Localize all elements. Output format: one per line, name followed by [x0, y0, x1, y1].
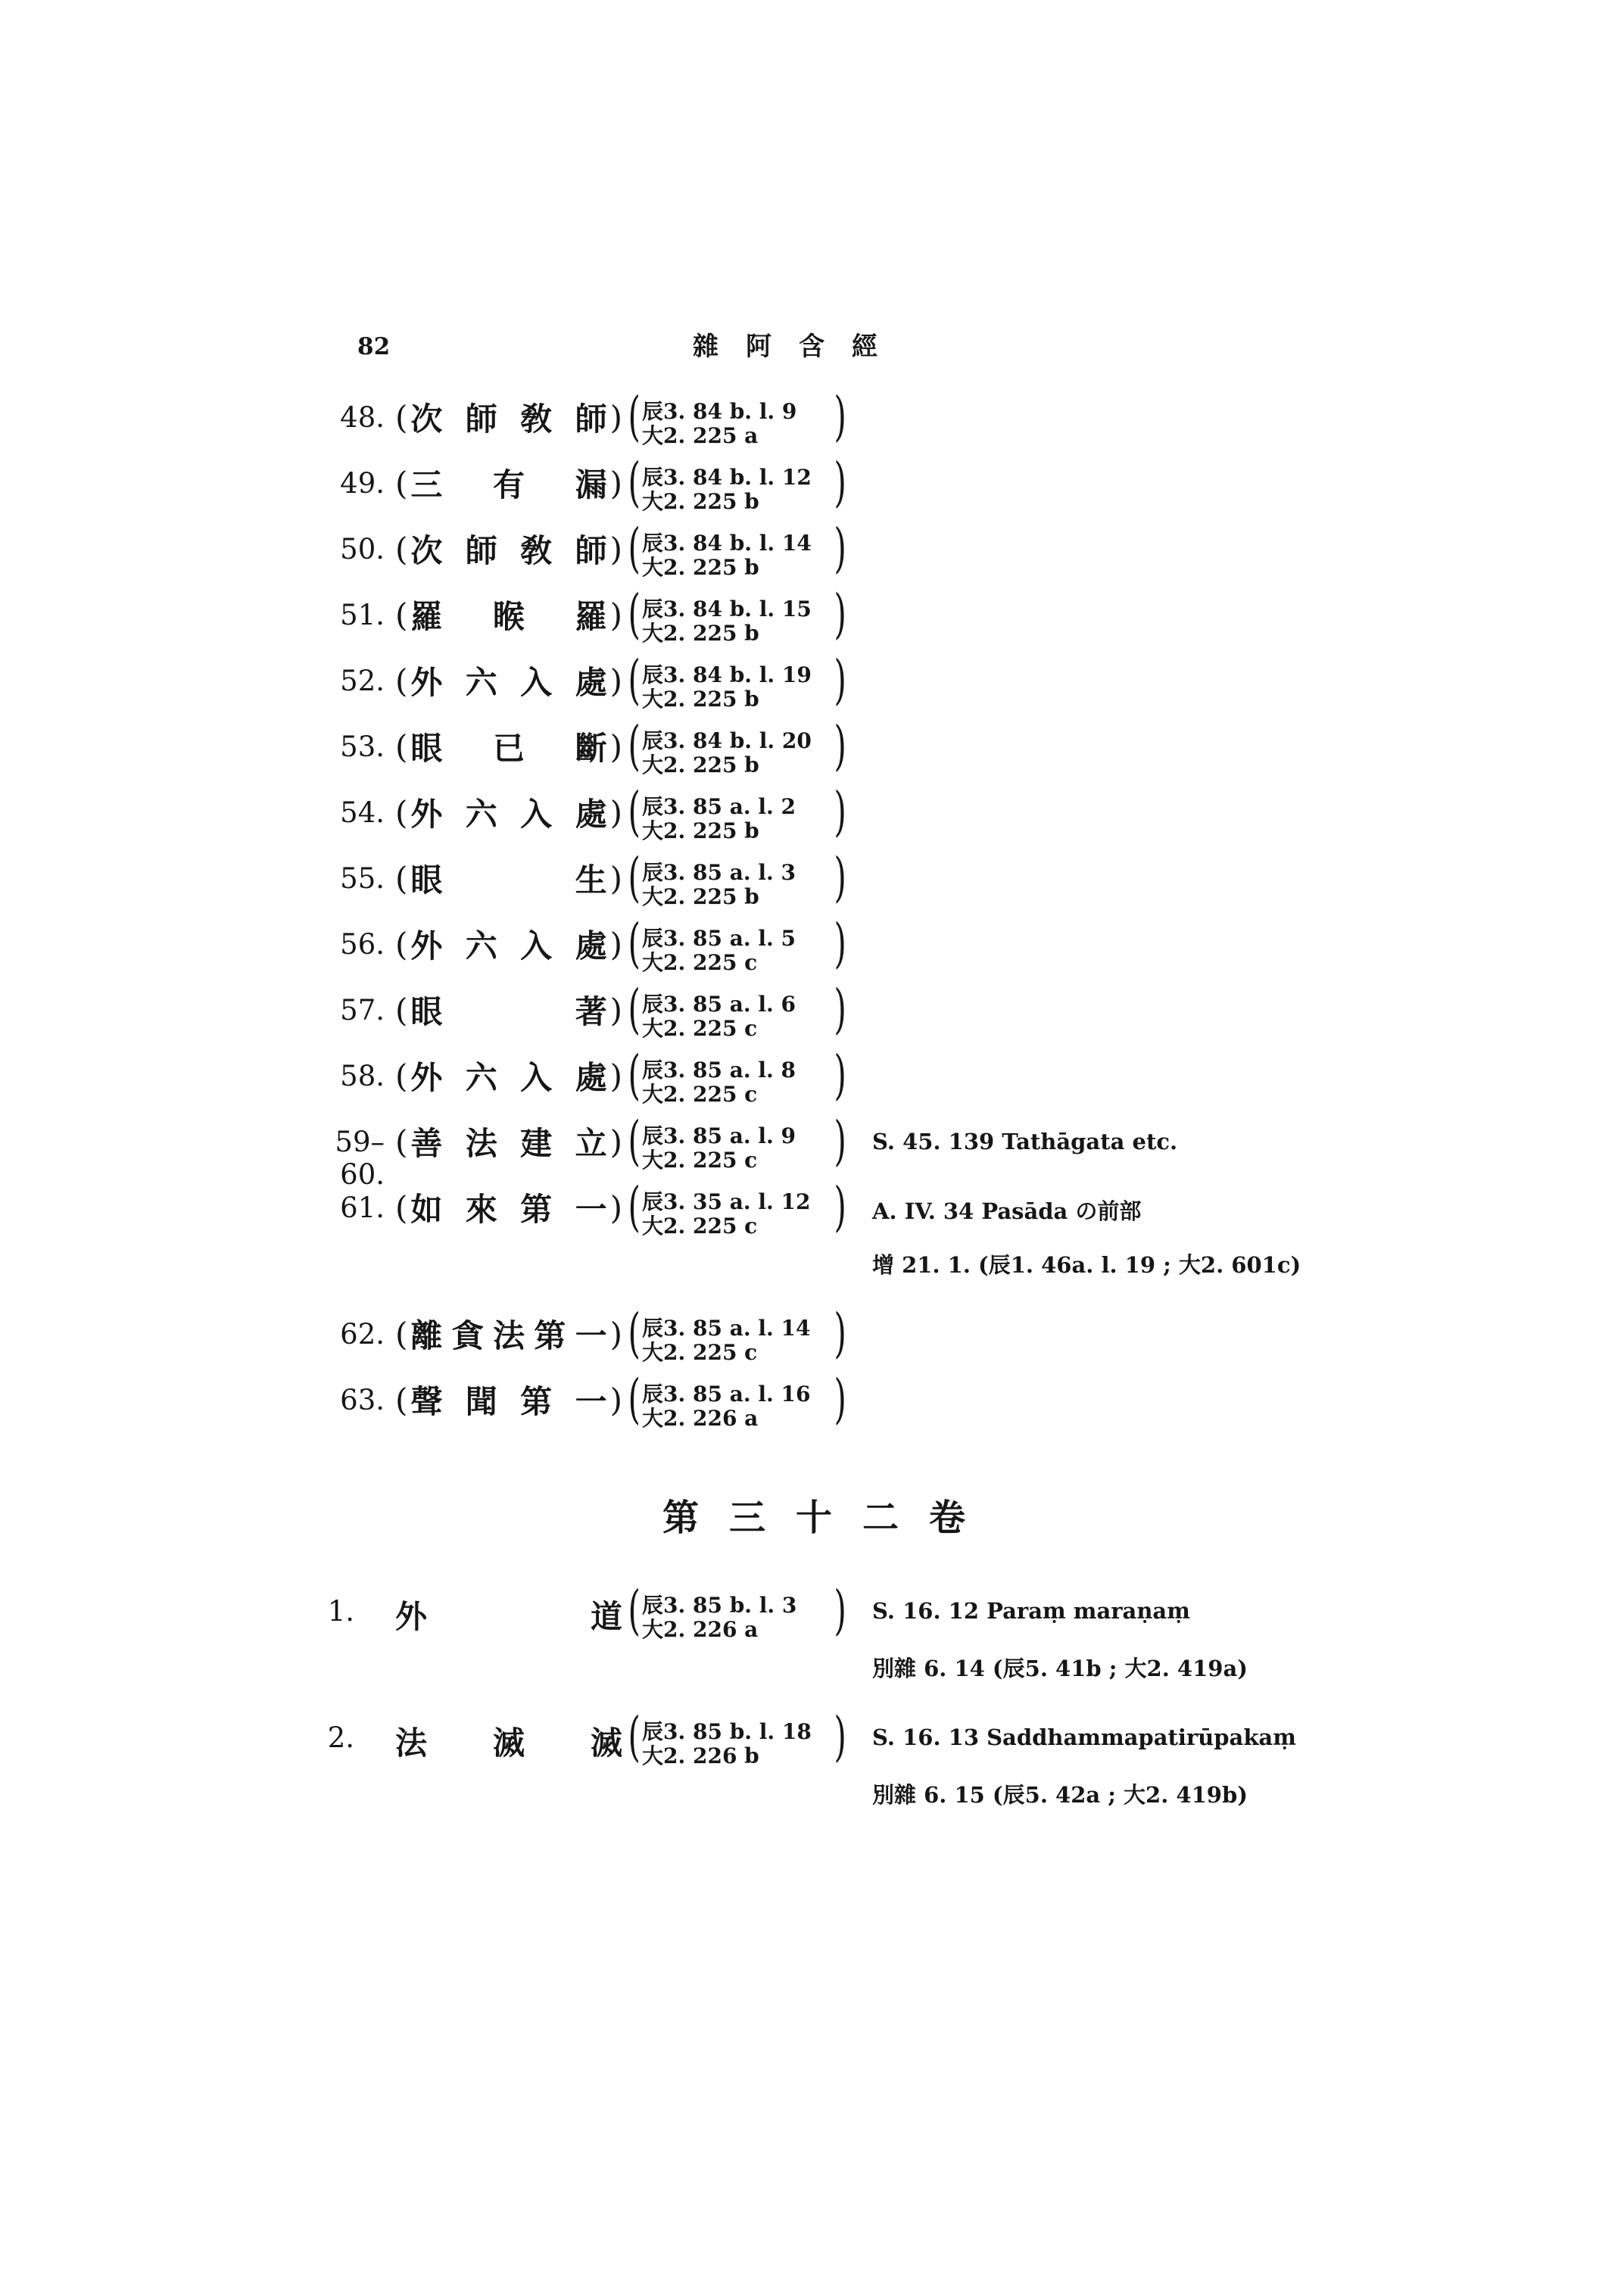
close-paren: ) — [609, 1381, 622, 1419]
reference-korean: 辰3. 84 b. l. 20 — [642, 728, 812, 753]
sutra-title-text — [407, 987, 609, 1033]
entry-list — [303, 385, 1325, 1433]
sutra-title-text — [407, 592, 609, 637]
reference-taisho: 大2. 225 b — [642, 621, 759, 646]
reference-korean: 辰3. 35 a. l. 12 — [642, 1189, 811, 1214]
entry-row — [303, 648, 1325, 714]
entry-number: 50. — [340, 533, 385, 565]
entry-number: 56. — [340, 928, 385, 961]
pali-parallel: S. 16. 12 Paraṃ maraṇaṃ — [872, 1598, 1190, 1624]
title-char: 外 — [395, 1598, 428, 1635]
reference-taisho: 大2. 225 b — [642, 884, 759, 909]
reference-korean: 辰3. 85 a. l. 2 — [642, 794, 796, 819]
title-char: 第 — [520, 1383, 553, 1420]
section-heading: 第三十二卷 — [662, 1497, 996, 1539]
sutra-title — [395, 991, 622, 1029]
sutra-title — [395, 1718, 622, 1764]
entry-row — [303, 1578, 1325, 1644]
sutra-title — [395, 464, 622, 502]
right-brace: ) — [834, 715, 846, 777]
reference-korean: 辰3. 85 a. l. 14 — [642, 1316, 811, 1341]
sutra-title — [395, 793, 622, 831]
sutra-title — [395, 596, 622, 634]
left-brace: ( — [628, 846, 641, 908]
sutra-title — [395, 859, 622, 897]
left-brace: ( — [628, 1706, 641, 1768]
title-char: 眼 — [410, 730, 443, 767]
title-char: 善 — [410, 1125, 443, 1162]
title-char: 道 — [590, 1598, 622, 1635]
right-brace: ) — [834, 451, 846, 513]
close-paren: ) — [609, 991, 622, 1029]
title-char: 滅 — [590, 1724, 622, 1762]
entry-row — [303, 780, 1325, 846]
entry-continuation — [303, 1644, 1325, 1705]
entry-number: 52. — [340, 665, 385, 697]
left-brace: ( — [628, 1368, 641, 1430]
reference-group — [628, 583, 848, 646]
entry-row — [303, 977, 1325, 1043]
reference-group — [628, 846, 848, 909]
sutra-title-text — [407, 1053, 609, 1098]
sutra-title — [395, 398, 622, 436]
left-brace: ( — [628, 385, 641, 447]
left-brace: ( — [628, 780, 641, 843]
left-brace: ( — [628, 1302, 641, 1364]
reference-group — [628, 715, 848, 777]
reference-taisho: 大2. 225 b — [642, 752, 759, 777]
pali-parallel: A. IV. 34 Pasāda の前部 — [872, 1198, 1142, 1224]
title-char: 六 — [465, 796, 497, 833]
reference-korean: 辰3. 85 a. l. 8 — [642, 1058, 796, 1083]
title-char: 離 — [410, 1317, 443, 1354]
reference-taisho: 大2. 225 b — [642, 818, 759, 843]
reference-group — [628, 1176, 848, 1238]
reference-taisho: 大2. 225 c — [642, 1340, 758, 1365]
entry-row — [303, 1043, 1325, 1109]
entry-row — [303, 450, 1325, 516]
open-paren: ( — [395, 727, 408, 765]
title-char: 處 — [575, 796, 607, 833]
title-char: 外 — [410, 664, 443, 701]
reference-korean: 辰3. 84 b. l. 15 — [642, 597, 812, 622]
close-paren: ) — [609, 925, 622, 963]
reference-taisho: 大2. 225 b — [642, 687, 759, 712]
title-char: 立 — [575, 1125, 607, 1162]
entry-number: 61. — [340, 1192, 385, 1224]
close-paren: ) — [609, 859, 622, 897]
title-char: 羅 — [575, 598, 607, 635]
entry-number: 49. — [340, 467, 385, 500]
sutra-title — [395, 1592, 622, 1637]
reference-korean: 辰3. 84 b. l. 19 — [642, 662, 812, 687]
open-paren: ( — [395, 1315, 408, 1353]
title-char: 處 — [575, 927, 607, 964]
open-paren: ( — [395, 662, 408, 699]
sutra-title-text — [407, 460, 609, 506]
title-char: 生 — [575, 861, 607, 899]
entry-row — [303, 1175, 1325, 1241]
title-char: 滅 — [492, 1724, 525, 1762]
title-char: 師 — [465, 532, 497, 569]
sutra-title-text — [407, 394, 609, 440]
title-char: 六 — [465, 1059, 497, 1096]
title-char: 師 — [575, 532, 607, 569]
entry-number: 59–60. — [335, 1126, 385, 1191]
open-paren: ( — [395, 925, 408, 963]
right-brace: ) — [834, 649, 846, 711]
close-paren: ) — [609, 1189, 622, 1226]
title-char: 師 — [465, 400, 497, 438]
sutra-title — [395, 530, 622, 568]
title-char: 一 — [575, 1383, 607, 1420]
reference-korean: 辰3. 85 a. l. 9 — [642, 1123, 796, 1148]
left-brace: ( — [628, 451, 641, 513]
entry-continuation — [303, 1771, 1325, 1831]
sutra-title-text — [407, 724, 609, 769]
title-char: 貪 — [451, 1317, 484, 1354]
open-paren: ( — [395, 530, 408, 568]
reference-group — [628, 451, 848, 514]
chinese-parallel: 別雜 6. 15 (辰5. 42a ; 大2. 419b) — [872, 1782, 1248, 1808]
chinese-parallel: 別雜 6. 14 (辰5. 41b ; 大2. 419a) — [872, 1656, 1248, 1681]
title-char: 斷 — [575, 730, 607, 767]
entry-row — [303, 582, 1325, 648]
reference-taisho: 大2. 226 a — [642, 1617, 759, 1642]
reference-group — [628, 385, 848, 448]
title-char: 睺 — [492, 598, 525, 635]
entry-row — [303, 1109, 1325, 1191]
close-paren: ) — [609, 662, 622, 699]
open-paren: ( — [395, 991, 408, 1029]
entry-number: 53. — [340, 731, 385, 763]
title-char: 法 — [492, 1317, 525, 1354]
left-brace: ( — [628, 649, 641, 711]
title-char: 一 — [575, 1191, 607, 1228]
open-paren: ( — [395, 859, 408, 897]
entry-number: 2. — [327, 1721, 354, 1754]
close-paren: ) — [609, 530, 622, 568]
reference-group — [628, 1044, 848, 1107]
reference-taisho: 大2. 226 a — [642, 1406, 759, 1431]
title-char: 如 — [410, 1191, 443, 1228]
title-char: 眼 — [410, 993, 443, 1030]
title-char: 第 — [534, 1317, 566, 1354]
left-brace: ( — [628, 978, 641, 1040]
entry-row — [303, 911, 1325, 977]
entry-row — [303, 846, 1325, 911]
reference-group — [628, 517, 848, 580]
reference-group — [628, 649, 848, 712]
reference-group — [628, 912, 848, 975]
entry-row — [303, 1301, 1325, 1367]
left-brace: ( — [628, 1044, 641, 1106]
pali-parallel: S. 45. 139 Tathāgata etc. — [872, 1129, 1178, 1154]
sutra-title-text — [407, 1185, 609, 1230]
title-char: 六 — [465, 927, 497, 964]
sutra-title — [395, 1381, 622, 1419]
title-char: 入 — [520, 796, 553, 833]
reference-taisho: 大2. 225 c — [642, 1082, 758, 1107]
title-char: 著 — [575, 993, 607, 1030]
left-brace: ( — [628, 715, 641, 777]
title-char: 有 — [492, 466, 525, 503]
entry-number: 51. — [340, 599, 385, 631]
right-brace: ) — [834, 780, 846, 843]
sutra-title-text — [407, 790, 609, 835]
right-brace: ) — [834, 1706, 846, 1768]
title-char: 一 — [575, 1317, 607, 1354]
sutra-title — [395, 1123, 622, 1161]
entry-list-section2 — [303, 1578, 1325, 1831]
right-brace: ) — [834, 385, 846, 447]
reference-taisho: 大2. 225 a — [642, 423, 759, 448]
close-paren: ) — [609, 596, 622, 634]
entry-number: 54. — [340, 796, 385, 829]
entry-row — [303, 516, 1325, 582]
reference-taisho: 大2. 225 b — [642, 555, 759, 580]
sutra-title-text — [407, 658, 609, 703]
title-char: 聞 — [465, 1383, 497, 1420]
title-char: 法 — [395, 1724, 428, 1762]
right-brace: ) — [834, 1044, 846, 1106]
close-paren: ) — [609, 1315, 622, 1353]
reference-taisho: 大2. 225 c — [642, 950, 758, 975]
title-char: 處 — [575, 664, 607, 701]
entry-number: 55. — [340, 862, 385, 895]
reference-group — [628, 1579, 848, 1642]
open-paren: ( — [395, 464, 408, 502]
reference-korean: 辰3. 84 b. l. 9 — [642, 399, 797, 424]
left-brace: ( — [628, 517, 641, 579]
title-char: 外 — [410, 1059, 443, 1096]
page-number: 82 — [357, 333, 391, 360]
sutra-title-text — [407, 1119, 609, 1164]
entry-row — [303, 1367, 1325, 1433]
right-brace: ) — [834, 583, 846, 645]
right-brace: ) — [834, 1176, 846, 1238]
right-brace: ) — [834, 978, 846, 1040]
sutra-title-text — [407, 921, 609, 967]
reference-taisho: 大2. 225 c — [642, 1213, 758, 1238]
reference-group — [628, 1368, 848, 1431]
entry-row — [303, 714, 1325, 780]
open-paren: ( — [395, 1381, 408, 1419]
open-paren: ( — [395, 398, 408, 436]
reference-korean: 辰3. 84 b. l. 12 — [642, 465, 812, 490]
title-char: 已 — [492, 730, 525, 767]
sutra-title — [395, 727, 622, 765]
title-char: 敎 — [520, 400, 553, 438]
title-char: 六 — [465, 664, 497, 701]
title-char: 第 — [520, 1191, 553, 1228]
close-paren: ) — [609, 398, 622, 436]
reference-korean: 辰3. 85 a. l. 3 — [642, 860, 796, 885]
left-brace: ( — [628, 1579, 641, 1641]
reference-taisho: 大2. 226 b — [642, 1743, 759, 1768]
right-brace: ) — [834, 1302, 846, 1364]
sutra-title — [395, 1189, 622, 1226]
left-brace: ( — [628, 583, 641, 645]
title-char: 師 — [575, 400, 607, 438]
entry-number: 1. — [327, 1595, 354, 1628]
title-char: 敎 — [520, 532, 553, 569]
reference-korean: 辰3. 85 b. l. 18 — [642, 1719, 812, 1744]
reference-taisho: 大2. 225 c — [642, 1016, 758, 1041]
right-brace: ) — [834, 1110, 846, 1172]
left-brace: ( — [628, 1110, 641, 1172]
open-paren: ( — [395, 1123, 408, 1161]
reference-group — [628, 1706, 848, 1768]
title-char: 次 — [410, 532, 443, 569]
title-char: 外 — [410, 796, 443, 833]
right-brace: ) — [834, 517, 846, 579]
close-paren: ) — [609, 1057, 622, 1095]
reference-taisho: 大2. 225 b — [642, 489, 759, 514]
entry-number: 48. — [340, 401, 385, 434]
sutra-title — [395, 662, 622, 699]
title-char: 入 — [520, 1059, 553, 1096]
sutra-title — [395, 1057, 622, 1095]
close-paren: ) — [609, 727, 622, 765]
reference-group — [628, 780, 848, 843]
close-paren: ) — [609, 1123, 622, 1161]
entry-row — [303, 385, 1325, 450]
title-char: 來 — [465, 1191, 497, 1228]
reference-korean: 辰3. 85 a. l. 6 — [642, 992, 796, 1017]
entry-number: 63. — [340, 1384, 385, 1416]
reference-korean: 辰3. 85 a. l. 16 — [642, 1382, 811, 1407]
title-char: 眼 — [410, 861, 443, 899]
pali-parallel: S. 16. 13 Saddhammapatirūpakaṃ — [872, 1724, 1296, 1750]
reference-korean: 辰3. 85 a. l. 5 — [642, 926, 796, 951]
right-brace: ) — [834, 912, 846, 974]
reference-group — [628, 1302, 848, 1365]
reference-taisho: 大2. 225 c — [642, 1148, 758, 1173]
entry-number: 58. — [340, 1060, 385, 1092]
right-brace: ) — [834, 1579, 846, 1641]
entry-number: 57. — [340, 994, 385, 1027]
left-brace: ( — [628, 912, 641, 974]
title-char: 外 — [410, 927, 443, 964]
sutra-title — [395, 1315, 622, 1353]
close-paren: ) — [609, 793, 622, 831]
sutra-title-text — [407, 855, 609, 901]
open-paren: ( — [395, 1057, 408, 1095]
title-char: 法 — [465, 1125, 497, 1162]
left-brace: ( — [628, 1176, 641, 1238]
title-char: 聲 — [410, 1383, 443, 1420]
title-char: 漏 — [575, 466, 607, 503]
sutra-title-text — [407, 1311, 609, 1357]
open-paren: ( — [395, 596, 408, 634]
right-brace: ) — [834, 1368, 846, 1430]
title-char: 次 — [410, 400, 443, 438]
reference-group — [628, 978, 848, 1041]
entry-continuation — [303, 1241, 1325, 1301]
sutra-title — [395, 925, 622, 963]
title-char: 入 — [520, 664, 553, 701]
close-paren: ) — [609, 464, 622, 502]
running-title: 雜阿含經 — [693, 332, 905, 362]
title-char: 羅 — [410, 598, 443, 635]
entry-number: 62. — [340, 1318, 385, 1351]
title-char: 入 — [520, 927, 553, 964]
title-char: 建 — [520, 1125, 553, 1162]
title-char: 處 — [575, 1059, 607, 1096]
reference-korean: 辰3. 85 b. l. 3 — [642, 1593, 797, 1618]
right-brace: ) — [834, 846, 846, 908]
chinese-parallel: 增 21. 1. (辰1. 46a. l. 19 ; 大2. 601c) — [872, 1252, 1301, 1278]
sutra-title-text — [407, 526, 609, 572]
reference-group — [628, 1110, 848, 1173]
sutra-title-text — [407, 1377, 609, 1422]
reference-korean: 辰3. 84 b. l. 14 — [642, 531, 812, 556]
title-char: 三 — [410, 466, 443, 503]
open-paren: ( — [395, 1189, 408, 1226]
entry-row — [303, 1705, 1325, 1771]
open-paren: ( — [395, 793, 408, 831]
